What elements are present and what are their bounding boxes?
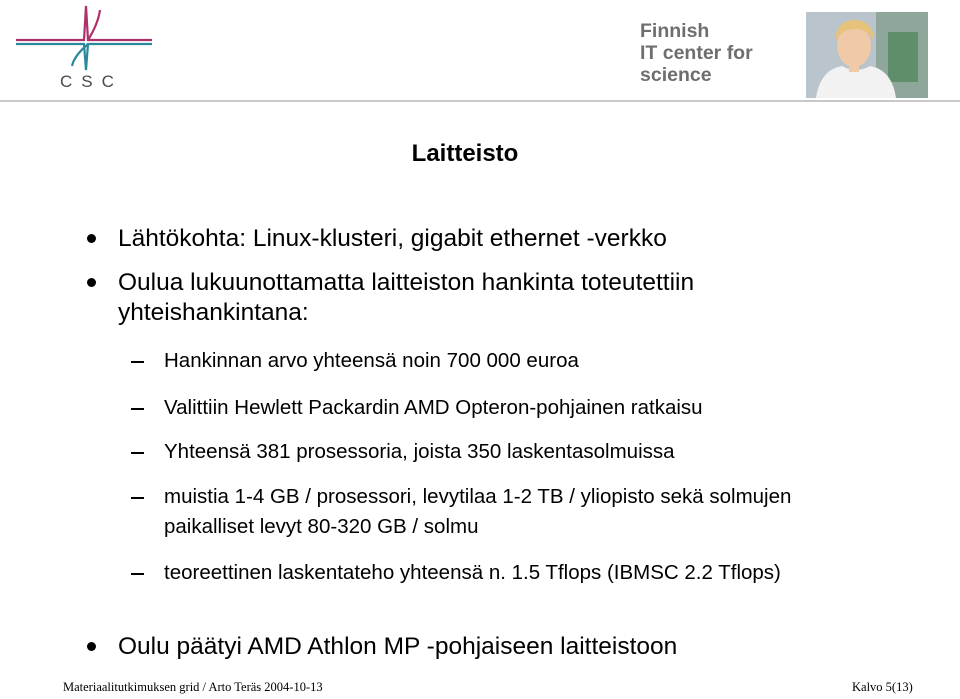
footer-slide-number: Kalvo 5(13) <box>852 680 913 694</box>
subbullet-text: Hankinnan arvo yhteensä noin 700 000 euroa <box>164 349 579 372</box>
bullet-item <box>118 224 918 254</box>
dash-icon <box>131 361 144 363</box>
bullet-text: Oulua lukuunottamatta laitteiston hankinta toteutettiin yhteishankintana: <box>118 269 695 326</box>
bullet-text: Oulu päätyi AMD Athlon MP -pohjaiseen laitteistoon <box>118 633 678 660</box>
bullet-text: Lähtökohta: Linux-klusteri, gigabit ethernet -verkko <box>118 225 667 252</box>
subbullet-text: teoreettinen laskentateho yhteensä n. 1.5 Tflops (IBMSC 2.2 Tflops) <box>164 561 781 584</box>
dash-icon <box>131 452 144 454</box>
org-name-line-2: IT center for <box>640 42 753 64</box>
dash-icon <box>131 573 144 575</box>
bullet-item <box>118 268 838 328</box>
org-name <box>640 20 800 86</box>
org-name-line-1: Finnish <box>640 20 710 42</box>
subbullet-item <box>164 393 924 423</box>
bullet-item <box>118 632 918 662</box>
subbullet-item <box>164 346 924 376</box>
footer-author-date: Materiaalitutkimuksen grid / Arto Teräs 2004-10-13 <box>63 680 323 694</box>
slide-title: Laitteisto <box>411 140 519 167</box>
bullet-icon <box>87 234 96 243</box>
slide-header <box>0 0 960 102</box>
subbullet-item <box>164 437 924 467</box>
subbullet-text: Yhteensä 381 prosessoria, joista 350 laskentasolmuissa <box>164 440 675 463</box>
csc-logo-text: CSC <box>60 72 123 91</box>
bullet-icon <box>87 642 96 651</box>
header-divider <box>0 100 960 102</box>
bullet-icon <box>87 278 96 287</box>
dash-icon <box>131 408 144 410</box>
dash-icon <box>131 497 144 499</box>
org-name-line-3: science <box>640 64 712 86</box>
subbullet-text: Valittiin Hewlett Packardin AMD Opteron-pohjainen ratkaisu <box>164 396 703 419</box>
subbullet-item <box>164 482 884 542</box>
subbullet-text: muistia 1-4 GB / prosessori, levytilaa 1-2 TB / yliopisto sekä solmujen paikalliset levyt 80-320 GB / solmu <box>164 485 792 538</box>
portrait-photo-icon <box>806 12 928 98</box>
subbullet-item <box>164 558 894 588</box>
